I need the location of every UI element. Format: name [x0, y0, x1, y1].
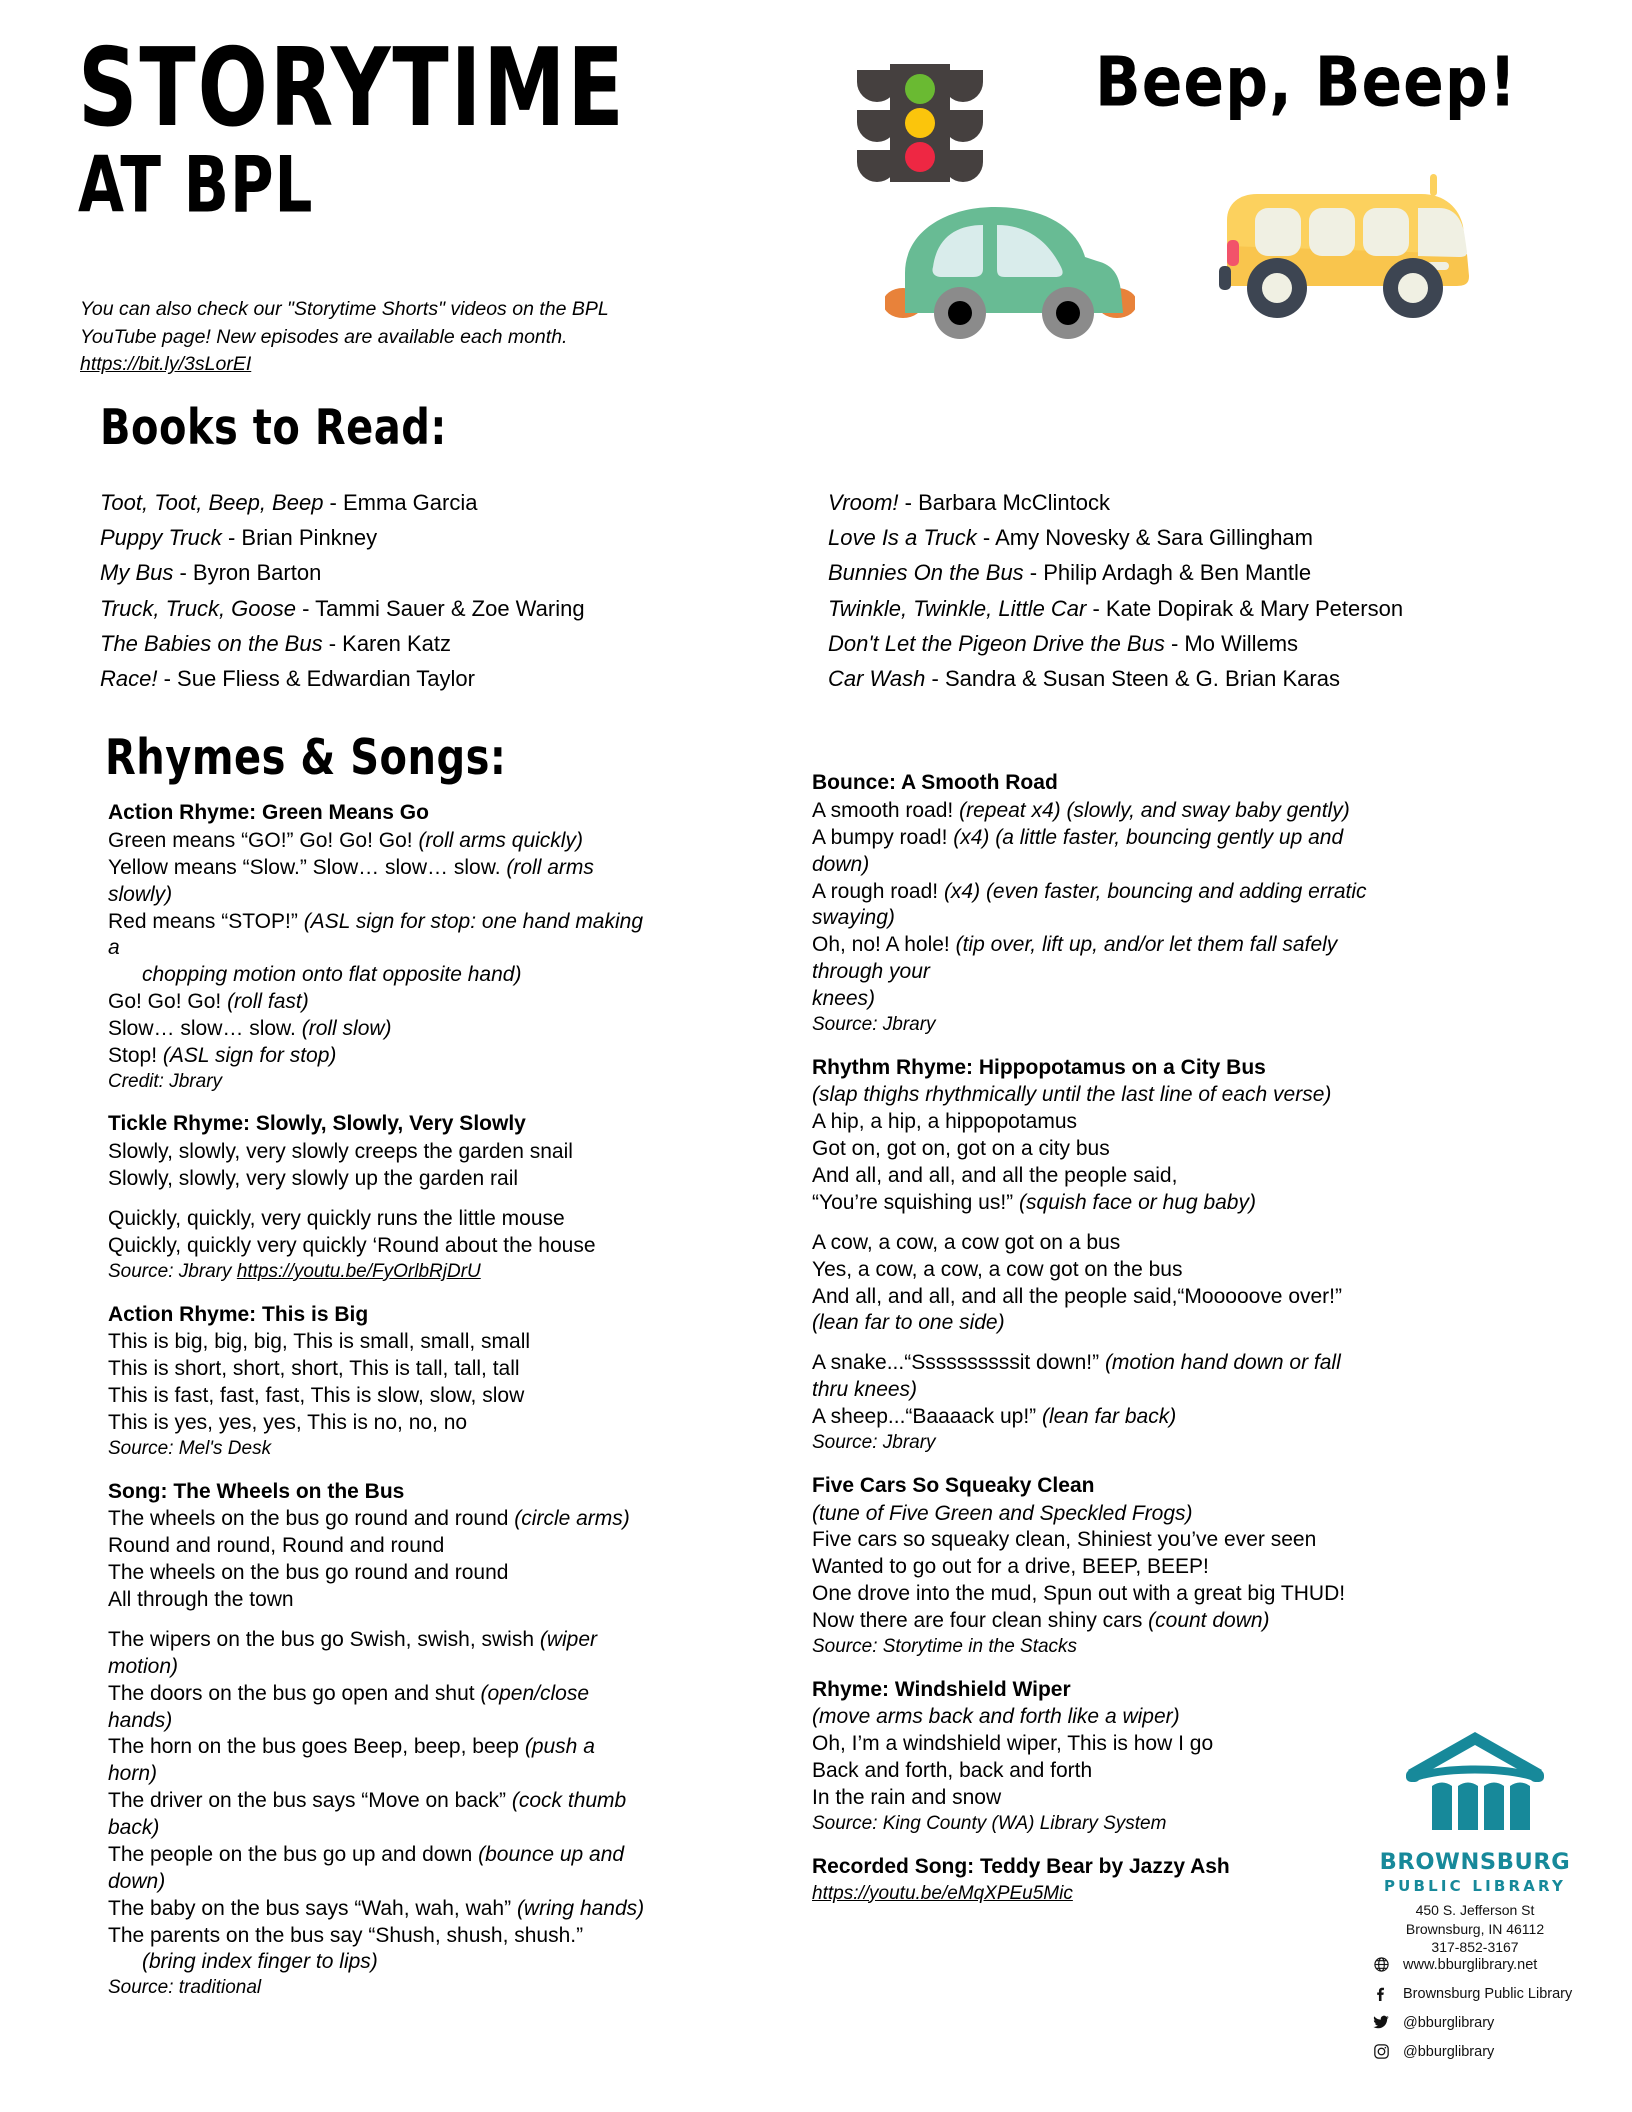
rhyme-block [108, 1111, 648, 1284]
rhyme-line [108, 1923, 648, 1950]
rhyme-line [812, 825, 1372, 879]
rhyme-line [812, 1704, 1372, 1731]
rhyme-line-direction: (circle arms) [514, 1507, 630, 1531]
rhyme-line-text: All through the town [108, 1588, 294, 1612]
rhyme-line [812, 879, 1372, 933]
book-author: - Emma Garcia [323, 490, 478, 515]
rhyme-line [812, 1310, 1372, 1337]
book-list-item [828, 626, 1548, 661]
rhyme-source-link[interactable]: https://youtu.be/eMqXPEu5Mic [812, 1882, 1073, 1904]
rhyme-line-text: Slow… slow… slow. [108, 1017, 302, 1040]
traffic-light-icon [845, 48, 995, 193]
book-title: My Bus [100, 560, 174, 586]
rhyme-line-direction: (count down) [1148, 1609, 1270, 1632]
social-link-label: @bburglibrary [1403, 2014, 1495, 2031]
rhyme-line-text: Yes, a cow, a cow, a cow got on the bus [812, 1257, 1183, 1281]
rhyme-line [812, 1163, 1372, 1190]
rhyme-line-direction: chopping motion onto flat opposite hand) [142, 963, 522, 987]
rhyme-line-text: The wheels on the bus go round and round [108, 1561, 509, 1585]
rhyme-line [812, 1082, 1372, 1109]
rhyme-line-text: The wheels on the bus go round and round [108, 1507, 515, 1531]
rhyme-line [108, 1410, 648, 1437]
book-list-item [100, 661, 640, 696]
rhyme-line-text: Go! Go! Go! [108, 990, 228, 1014]
rhyme-line [812, 1284, 1372, 1311]
rhyme-title: Action Rhyme: Green Means Go [108, 801, 429, 824]
book-author: - Kate Dopirak & Mary Peterson [1086, 595, 1404, 621]
rhyme-line-direction: (wiper motion) [108, 1627, 598, 1678]
rhyme-line [812, 1257, 1372, 1284]
rhyme-line-direction: (squish face or hug baby) [1019, 1190, 1256, 1214]
rhyme-line-text: The doors on the bus go open and shut [108, 1681, 481, 1705]
book-list-item [828, 485, 1548, 520]
rhyme-line-text: This is fast, fast, fast, This is slow, slow, slow [108, 1384, 525, 1408]
book-list-item [828, 555, 1548, 590]
book-title: Bunnies On the Bus [828, 560, 1024, 586]
rhyme-source-text: Source: traditional [108, 1977, 262, 1999]
rhyme-line-text: Back and forth, back and forth [812, 1759, 1093, 1783]
rhyme-source-text: Credit: Jbrary [108, 1070, 223, 1092]
rhyme-line-text: Oh, I’m a windshield wiper, This is how I go [812, 1732, 1214, 1756]
book-title: Truck, Truck, Goose [100, 595, 297, 621]
rhyme-line-direction: (ASL sign for stop) [162, 1043, 337, 1067]
rhyme-line-text: This is yes, yes, yes, This is no, no, no [108, 1411, 468, 1434]
rhyme-line-direction: (motion hand down or fall thru knees) [812, 1351, 1341, 1402]
book-author: - Sandra & Susan Steen & G. Brian Karas [925, 665, 1340, 691]
rhyme-line-text: A snake...“Ssssssssssit down!” [812, 1351, 1105, 1375]
rhyme-title: Rhyme: Windshield Wiper [812, 1677, 1071, 1701]
rhymes-heading: Rhymes & Songs: [105, 730, 507, 787]
rhyme-source-text: Source: Jbrary [812, 1013, 936, 1035]
youtube-shorts-link[interactable]: https://bit.ly/3sLorEI [80, 353, 252, 376]
rhyme-line [812, 1785, 1372, 1812]
book-author: - Tammi Sauer & Zoe Waring [296, 595, 585, 621]
social-links [1368, 1950, 1618, 2066]
rhyme-line-text: Wanted to go out for a drive, BEEP, BEEP! [812, 1555, 1209, 1579]
line-gap [108, 1614, 648, 1627]
rhyme-line-text: And all, and all, and all the people said, [812, 1164, 1178, 1188]
book-title: Race! [100, 665, 158, 691]
rhyme-line [108, 989, 648, 1016]
rhyme-line-text: Oh, no! A hole! [812, 933, 956, 957]
rhyme-line [812, 986, 1372, 1013]
rhyme-line [812, 1501, 1372, 1528]
rhyme-source [812, 1013, 1372, 1038]
book-author: - Barbara McClintock [898, 490, 1111, 515]
book-title: Vroom! [828, 490, 899, 515]
rhyme-line [812, 1190, 1372, 1217]
book-title: Love Is a Truck [828, 525, 977, 551]
rhyme-source [108, 1260, 648, 1285]
book-list-item [828, 661, 1548, 696]
rhyme-line [812, 1608, 1372, 1635]
rhyme-line [108, 1627, 648, 1681]
rhyme-line-direction: (lean far to one side) [812, 1311, 1005, 1335]
rhyme-line-direction: (bring index finger to lips) [142, 1950, 378, 1974]
rhyme-line-text: Slowly, slowly, very slowly up the garden rail [108, 1167, 519, 1191]
line-gap [108, 1193, 648, 1206]
rhyme-line-text: And all, and all, and all the people said,“Mooooove over!” [812, 1284, 1343, 1308]
social-link-row[interactable] [1368, 1979, 1618, 2008]
rhyme-line-direction: (x4) (even faster, bouncing and adding erratic swaying) [812, 879, 1367, 930]
rhyme-line [108, 1356, 648, 1383]
header-blurb [80, 296, 670, 379]
rhyme-line-text: This is short, short, short, This is tall, tall, tall [108, 1357, 520, 1381]
book-author: - Byron Barton [173, 560, 322, 586]
book-title: Twinkle, Twinkle, Little Car [828, 595, 1087, 621]
rhyme-line-direction: (x4) (a little faster, bouncing gently up and down) [812, 825, 1344, 876]
rhyme-block [812, 1854, 1372, 1907]
logo-library-sub: PUBLIC LIBRARY [1383, 1877, 1567, 1895]
rhyme-line-text: “You’re squishing us!” [812, 1190, 1020, 1214]
rhyme-line [108, 1949, 648, 1976]
rhyme-line-direction: (tune of Five Green and Speckled Frogs) [812, 1501, 1193, 1525]
line-gap [812, 1217, 1372, 1230]
rhyme-line [812, 1527, 1372, 1554]
rhyme-line-text: The baby on the bus says “Wah, wah, wah” [108, 1896, 517, 1920]
rhyme-line-text: Stop! [108, 1043, 163, 1067]
rhyme-line [812, 1758, 1372, 1785]
book-title: Toot, Toot, Beep, Beep [100, 490, 324, 515]
social-link-row[interactable] [1368, 2037, 1618, 2066]
book-title: Don't Let the Pigeon Drive the Bus [828, 630, 1165, 656]
page-title: STORYTIME [78, 26, 626, 152]
rhyme-source-text: Source: Mel's Desk [108, 1437, 272, 1459]
rhyme-line-direction: (roll arms slowly) [108, 855, 594, 906]
rhyme-title: Five Cars So Squeaky Clean [812, 1473, 1095, 1497]
rhyme-line [108, 828, 648, 855]
book-author: - Philip Ardagh & Ben Mantle [1023, 560, 1312, 586]
rhyme-line [812, 1581, 1372, 1608]
green-car-icon [885, 195, 1135, 345]
rhyme-block [812, 1055, 1372, 1456]
rhyme-line [108, 909, 648, 963]
book-author: - Sue Fliess & Edwardian Taylor [157, 665, 475, 691]
books-list-right [828, 485, 1548, 696]
social-link-row[interactable] [1368, 2008, 1618, 2037]
rhyme-line [812, 1404, 1372, 1431]
rhyme-line-text: In the rain and snow [812, 1786, 1002, 1810]
book-list-item [100, 485, 640, 520]
rhyme-line [108, 1587, 648, 1614]
rhyme-line [108, 1560, 648, 1587]
rhyme-line-text: This is big, big, big, This is small, small, small [108, 1330, 531, 1354]
globe-icon [1368, 1956, 1394, 1973]
book-title: The Babies on the Bus [100, 630, 323, 656]
book-list-item [100, 555, 640, 590]
rhyme-line-direction: (roll fast) [227, 990, 309, 1014]
book-list-item [100, 591, 640, 626]
rhyme-line-direction: (wring hands) [516, 1896, 645, 1920]
rhyme-source-text: Source: Storytime in the Stacks [812, 1635, 1078, 1657]
rhyme-source [812, 1431, 1372, 1456]
rhyme-line [108, 1016, 648, 1043]
rhyme-line [812, 1230, 1372, 1257]
rhyme-source-text: Source: Jbrary [108, 1260, 237, 1282]
rhyme-line [108, 1788, 648, 1842]
logo-library-name: BROWNSBURG [1379, 1849, 1571, 1875]
book-title: Puppy Truck [100, 525, 222, 551]
rhyme-line-text: The horn on the bus goes Beep, beep, beep [108, 1735, 525, 1759]
rhyme-line [108, 855, 648, 909]
rhyme-line-text: One drove into the mud, Spun out with a great big THUD! [812, 1582, 1346, 1606]
book-author: - Brian Pinkney [221, 525, 378, 551]
title-block [78, 26, 718, 231]
rhyme-line [108, 1383, 648, 1410]
rhyme-line-text: The driver on the bus says “Move on back” [108, 1789, 512, 1813]
social-link-label: www.bburglibrary.net [1403, 1956, 1538, 1973]
rhyme-line-text: A bumpy road! [812, 825, 954, 849]
rhyme-line-text: Quickly, quickly very quickly ‘Round about the house [108, 1233, 596, 1257]
rhyme-block [108, 1479, 648, 2001]
social-link-label: @bburglibrary [1403, 2043, 1495, 2060]
rhymes-column-right [812, 770, 1372, 1906]
rhyme-line [108, 1206, 648, 1233]
rhyme-line [812, 1350, 1372, 1404]
rhyme-line [108, 1043, 648, 1070]
address-line-3: 317-852-3167 [1431, 1939, 1519, 1956]
rhyme-source [108, 1437, 648, 1462]
school-bus-icon [1215, 168, 1475, 333]
book-list-item [100, 520, 640, 555]
rhyme-line [108, 1896, 648, 1923]
rhyme-source-text: Source: Jbrary [812, 1431, 936, 1453]
rhyme-line-direction: (lean far back) [1041, 1405, 1177, 1429]
rhyme-line-text: The wipers on the bus go Swish, swish, swish [108, 1627, 540, 1651]
rhyme-line-direction: (push a horn) [108, 1735, 595, 1786]
book-list-item [828, 520, 1548, 555]
rhyme-line [812, 1554, 1372, 1581]
address-line-2: Brownsburg, IN 46112 [1405, 1920, 1545, 1937]
rhyme-title: Rhythm Rhyme: Hippopotamus on a City Bus [812, 1055, 1266, 1079]
rhyme-line [108, 962, 648, 989]
rhyme-line-direction: (move arms back and forth like a wiper) [812, 1705, 1180, 1729]
rhyme-line [812, 1136, 1372, 1163]
rhyme-line-text: The parents on the bus say “Shush, shush, shush.” [108, 1923, 584, 1947]
rhyme-line-text: Yellow means “Slow.” Slow… slow… slow. [108, 855, 507, 879]
library-address [1360, 1901, 1590, 1957]
rhyme-line-direction: (ASL sign for stop: one hand making a [108, 909, 644, 960]
rhyme-source [108, 1070, 648, 1095]
rhyme-line [812, 932, 1372, 986]
rhyme-line-text: Got on, got on, got on a city bus [812, 1137, 1110, 1161]
rhyme-source [812, 1812, 1372, 1837]
books-heading: Books to Read: [100, 400, 447, 457]
rhyme-line-text: A cow, a cow, a cow got on a bus [812, 1230, 1121, 1254]
facebook-icon [1368, 1985, 1394, 2003]
book-author: - Amy Novesky & Sara Gillingham [976, 525, 1313, 551]
rhyme-line-text: A smooth road! [812, 798, 960, 822]
rhyme-line-text: A hip, a hip, a hippopotamus [812, 1110, 1078, 1134]
rhyme-block [108, 1302, 648, 1462]
rhyme-line [108, 1166, 648, 1193]
rhyme-line-text: Quickly, quickly, very quickly runs the little mouse [108, 1207, 565, 1231]
rhyme-line [108, 1139, 648, 1166]
library-logo [1360, 1726, 1590, 1957]
rhyme-block [812, 770, 1372, 1038]
social-link-row[interactable] [1368, 1950, 1618, 1979]
rhyme-title: Song: The Wheels on the Bus [108, 1479, 405, 1503]
rhyme-line-direction: (roll arms quickly) [418, 828, 583, 852]
rhyme-line-text: Slowly, slowly, very slowly creeps the garden snail [108, 1140, 573, 1164]
header-blurb-text: You can also check our "Storytime Shorts" videos on the BPL YouTube page! New episodes are available each month. [80, 298, 609, 348]
rhyme-line-text: Green means “GO!” Go! Go! Go! [108, 828, 419, 852]
rhyme-line-direction: (bounce up and down) [108, 1842, 625, 1893]
rhyme-title: Action Rhyme: This is Big [108, 1302, 369, 1326]
rhyme-line-text: Five cars so squeaky clean, Shiniest you’ve ever seen [812, 1528, 1317, 1552]
rhyme-title: Bounce: A Smooth Road [812, 771, 1058, 794]
social-link-label: Brownsburg Public Library [1403, 1985, 1573, 2002]
page-subtitle: AT BPL [78, 139, 314, 231]
rhyme-title: Recorded Song: Teddy Bear by Jazzy Ash [812, 1854, 1230, 1878]
rhyme-line [108, 1233, 648, 1260]
book-author: - Mo Willems [1164, 630, 1299, 656]
rhyme-line [108, 1681, 648, 1735]
rhyme-line-text: Now there are four clean shiny cars [812, 1609, 1149, 1632]
line-gap [812, 1337, 1372, 1350]
book-title: Car Wash [828, 665, 926, 691]
rhyme-block [812, 1473, 1372, 1660]
rhyme-line-direction: (slap thighs rhythmically until the last line of each verse) [812, 1083, 1332, 1107]
rhyme-line-direction: (roll slow) [301, 1017, 392, 1040]
rhyme-line [812, 1731, 1372, 1758]
rhyme-line-text: A sheep...“Baaaack up!” [812, 1405, 1042, 1429]
rhymes-column-left [108, 800, 648, 2001]
rhyme-line-direction: (cock thumb back) [108, 1789, 627, 1840]
rhyme-line-direction: (open/close hands) [108, 1681, 590, 1732]
book-list-item [100, 626, 640, 661]
twitter-icon [1368, 2014, 1394, 2031]
rhyme-source-link[interactable]: https://youtu.be/FyOrlbRjDrU [236, 1260, 481, 1282]
book-author: - Karen Katz [322, 630, 451, 656]
rhyme-block [108, 800, 648, 1094]
rhyme-line [108, 1734, 648, 1788]
rhyme-block [812, 1677, 1372, 1837]
rhyme-line-direction: (repeat x4) (slowly, and sway baby gently) [959, 798, 1350, 822]
rhyme-line [812, 1109, 1372, 1136]
rhyme-line-direction: knees) [812, 987, 876, 1010]
rhyme-source [108, 1976, 648, 2001]
rhyme-source-text: Source: King County (WA) Library System [812, 1812, 1167, 1834]
instagram-icon [1368, 2043, 1394, 2060]
rhyme-line [108, 1842, 648, 1896]
rhyme-line [108, 1506, 648, 1533]
rhyme-line-text: Red means “STOP!” [108, 909, 304, 933]
rhyme-line-text: The people on the bus go up and down [108, 1842, 479, 1866]
rhyme-line [108, 1329, 648, 1356]
rhyme-line-text: A rough road! [812, 879, 944, 903]
beep-heading: Beep, Beep! [1095, 42, 1518, 123]
rhyme-source [812, 1635, 1372, 1660]
page-header [0, 0, 1632, 376]
book-list-item [828, 591, 1548, 626]
rhyme-line-direction: (tip over, lift up, and/or let them fall safely through your [812, 933, 1338, 984]
rhyme-title: Tickle Rhyme: Slowly, Slowly, Very Slowly [108, 1112, 526, 1136]
rhyme-line [812, 798, 1372, 825]
rhyme-line-text: Round and round, Round and round [108, 1534, 445, 1558]
books-list-left [100, 485, 640, 696]
rhyme-line [108, 1533, 648, 1560]
rhyme-source [812, 1882, 1372, 1907]
address-line-1: 450 S. Jefferson St [1415, 1902, 1535, 1918]
library-building-icon [1400, 1726, 1550, 1838]
